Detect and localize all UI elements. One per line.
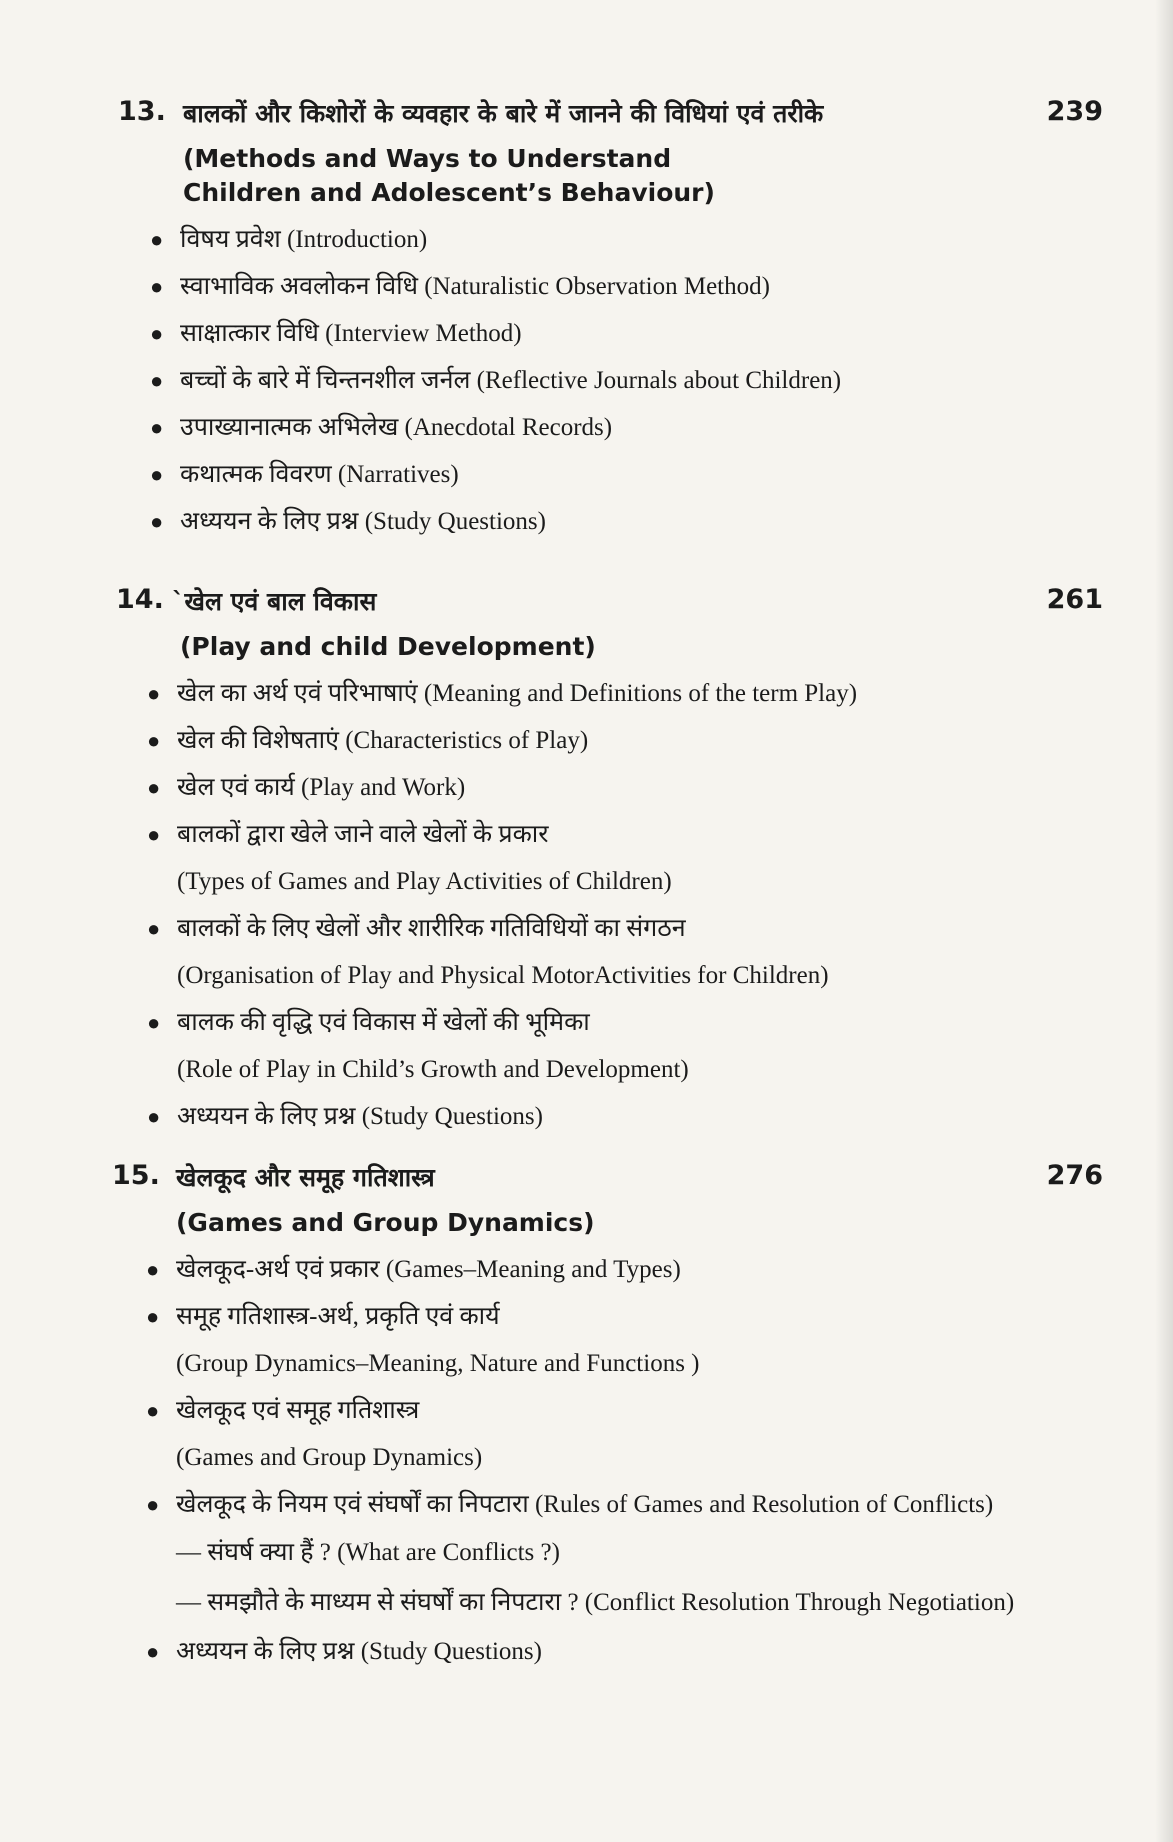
- chapter-title-english-line: (Games and Group Dynamics): [176, 1208, 595, 1237]
- topic-item: ● बालकों द्वारा खेले जाने वाले खेलों के प्रकार (Types of Games and Play Activities of Children): [177, 811, 1173, 905]
- chapter-title-english-line: (Play and child Development): [180, 632, 596, 661]
- topic-item: ● खेल का अर्थ एवं परिभाषाएं (Meaning and Definitions of the term Play): [177, 670, 1173, 717]
- topic-item: ● खेलकूद-अर्थ एवं प्रकार (Games–Meaning and Types): [176, 1246, 1173, 1293]
- topic-item: ● समूह गतिशास्त्र-अर्थ, प्रकृति एवं कार्य (Group Dynamics–Meaning, Nature and Functions ): [176, 1293, 1173, 1387]
- chapter-title-english: [176, 1206, 1173, 1240]
- chapter-13: [0, 96, 1173, 545]
- bullet-icon: ●: [147, 775, 161, 800]
- topic-item: ● उपाख्यानात्मक अभिलेख (Anecdotal Records): [180, 404, 1173, 451]
- bullet-icon: ●: [150, 415, 164, 440]
- bullet-icon: ●: [146, 1492, 160, 1517]
- topic-item: ● अध्ययन के लिए प्रश्न (Study Questions): [176, 1628, 1173, 1675]
- bullet-icon: ●: [147, 822, 161, 847]
- chapter-title-hindi: बालकों और किशोरों के व्यवहार के बारे में जानने की विधियां एवं तरीके: [183, 99, 824, 128]
- bullet-icon: ●: [146, 1398, 160, 1423]
- bullet-icon: ●: [150, 509, 164, 534]
- chapter-topic-list: [146, 1246, 1173, 1675]
- bullet-icon: ●: [147, 1010, 161, 1035]
- chapter-heading: [0, 96, 1173, 142]
- bullet-icon: ●: [147, 681, 161, 706]
- bullet-icon: ●: [146, 1257, 160, 1282]
- topic-item: ● खेल एवं कार्य (Play and Work): [177, 764, 1173, 811]
- topic-item-english: (Group Dynamics–Meaning, Nature and Functions ): [176, 1350, 700, 1377]
- chapter-title-english: [183, 142, 1173, 210]
- chapter-heading: [0, 1160, 1173, 1206]
- bullet-icon: ●: [150, 321, 164, 346]
- chapter-heading: [0, 584, 1173, 630]
- topic-item: ● स्वाभाविक अवलोकन विधि (Naturalistic Observation Method): [180, 263, 1173, 310]
- chapter-title-hindi: `खेल एवं बाल विकास: [172, 587, 377, 616]
- topic-item: ● अध्ययन के लिए प्रश्न (Study Questions): [177, 1093, 1173, 1140]
- bullet-icon: ●: [150, 227, 164, 252]
- chapter-topic-list: [147, 670, 1173, 1140]
- topic-item: ● विषय प्रवेश (Introduction): [180, 216, 1173, 263]
- bullet-icon: ●: [146, 1639, 160, 1664]
- chapter-page-number: 239: [1046, 96, 1103, 127]
- topic-item: ● बालकों के लिए खेलों और शारीरिक गतिविधियों का संगठन (Organisation of Play and Physical MotorActivities for Children): [177, 905, 1173, 999]
- chapter-number: 13.: [118, 96, 166, 127]
- bullet-icon: ●: [146, 1304, 160, 1329]
- chapter-title-english: [180, 630, 1173, 664]
- topic-item: ● कथात्मक विवरण (Narratives): [180, 451, 1173, 498]
- topic-item-english: (Games and Group Dynamics): [176, 1444, 483, 1471]
- chapter-page-number: 276: [1046, 1160, 1103, 1191]
- chapter-title-hindi: खेलकूद और समूह गतिशास्त्र: [176, 1163, 435, 1192]
- topic-item: ● साक्षात्कार विधि (Interview Method): [180, 310, 1173, 357]
- topic-item: ● बालक की वृद्धि एवं विकास में खेलों की भूमिका (Role of Play in Child’s Growth and Development): [177, 999, 1173, 1093]
- sub-topic-item: — संघर्ष क्या हैं ? (What are Conflicts ?): [176, 1539, 560, 1566]
- topic-item: ● बच्चों के बारे में चिन्तनशील जर्नल (Reflective Journals about Children): [180, 357, 1173, 404]
- chapter-number: 15.: [112, 1160, 160, 1191]
- bullet-icon: ●: [147, 916, 161, 941]
- chapter-15: [0, 1160, 1173, 1675]
- chapter-title-english-line: Children and Adolescent’s Behaviour): [183, 178, 715, 207]
- topic-item: ● अध्ययन के लिए प्रश्न (Study Questions): [180, 498, 1173, 545]
- bullet-icon: ●: [150, 368, 164, 393]
- bullet-icon: ●: [147, 1104, 161, 1129]
- bullet-icon: ●: [150, 462, 164, 487]
- topic-item: ● खेल की विशेषताएं (Characteristics of Play): [177, 717, 1173, 764]
- topic-item-english: (Organisation of Play and Physical MotorActivities for Children): [177, 962, 829, 989]
- topic-item: ● खेलकूद एवं समूह गतिशास्त्र (Games and Group Dynamics): [176, 1387, 1173, 1481]
- bullet-icon: ●: [150, 274, 164, 299]
- chapter-page-number: 261: [1046, 584, 1103, 615]
- topic-item: ● खेलकूद के नियम एवं संघर्षों का निपटारा (Rules of Games and Resolution of Conflicts): [176, 1481, 1173, 1528]
- chapter-topic-list: [150, 216, 1173, 545]
- topic-item-english: (Types of Games and Play Activities of Children): [177, 868, 672, 895]
- bullet-icon: ●: [147, 728, 161, 753]
- topic-item-english: (Role of Play in Child’s Growth and Development): [177, 1056, 689, 1083]
- chapter-number: 14.: [116, 584, 164, 615]
- chapter-14: [0, 584, 1173, 1140]
- chapter-title-english-line: (Methods and Ways to Understand: [183, 144, 672, 173]
- sub-topic-item: — समझौते के माध्यम से संघर्षों का निपटारा ? (Conflict Resolution Through Negotiation): [176, 1589, 1015, 1616]
